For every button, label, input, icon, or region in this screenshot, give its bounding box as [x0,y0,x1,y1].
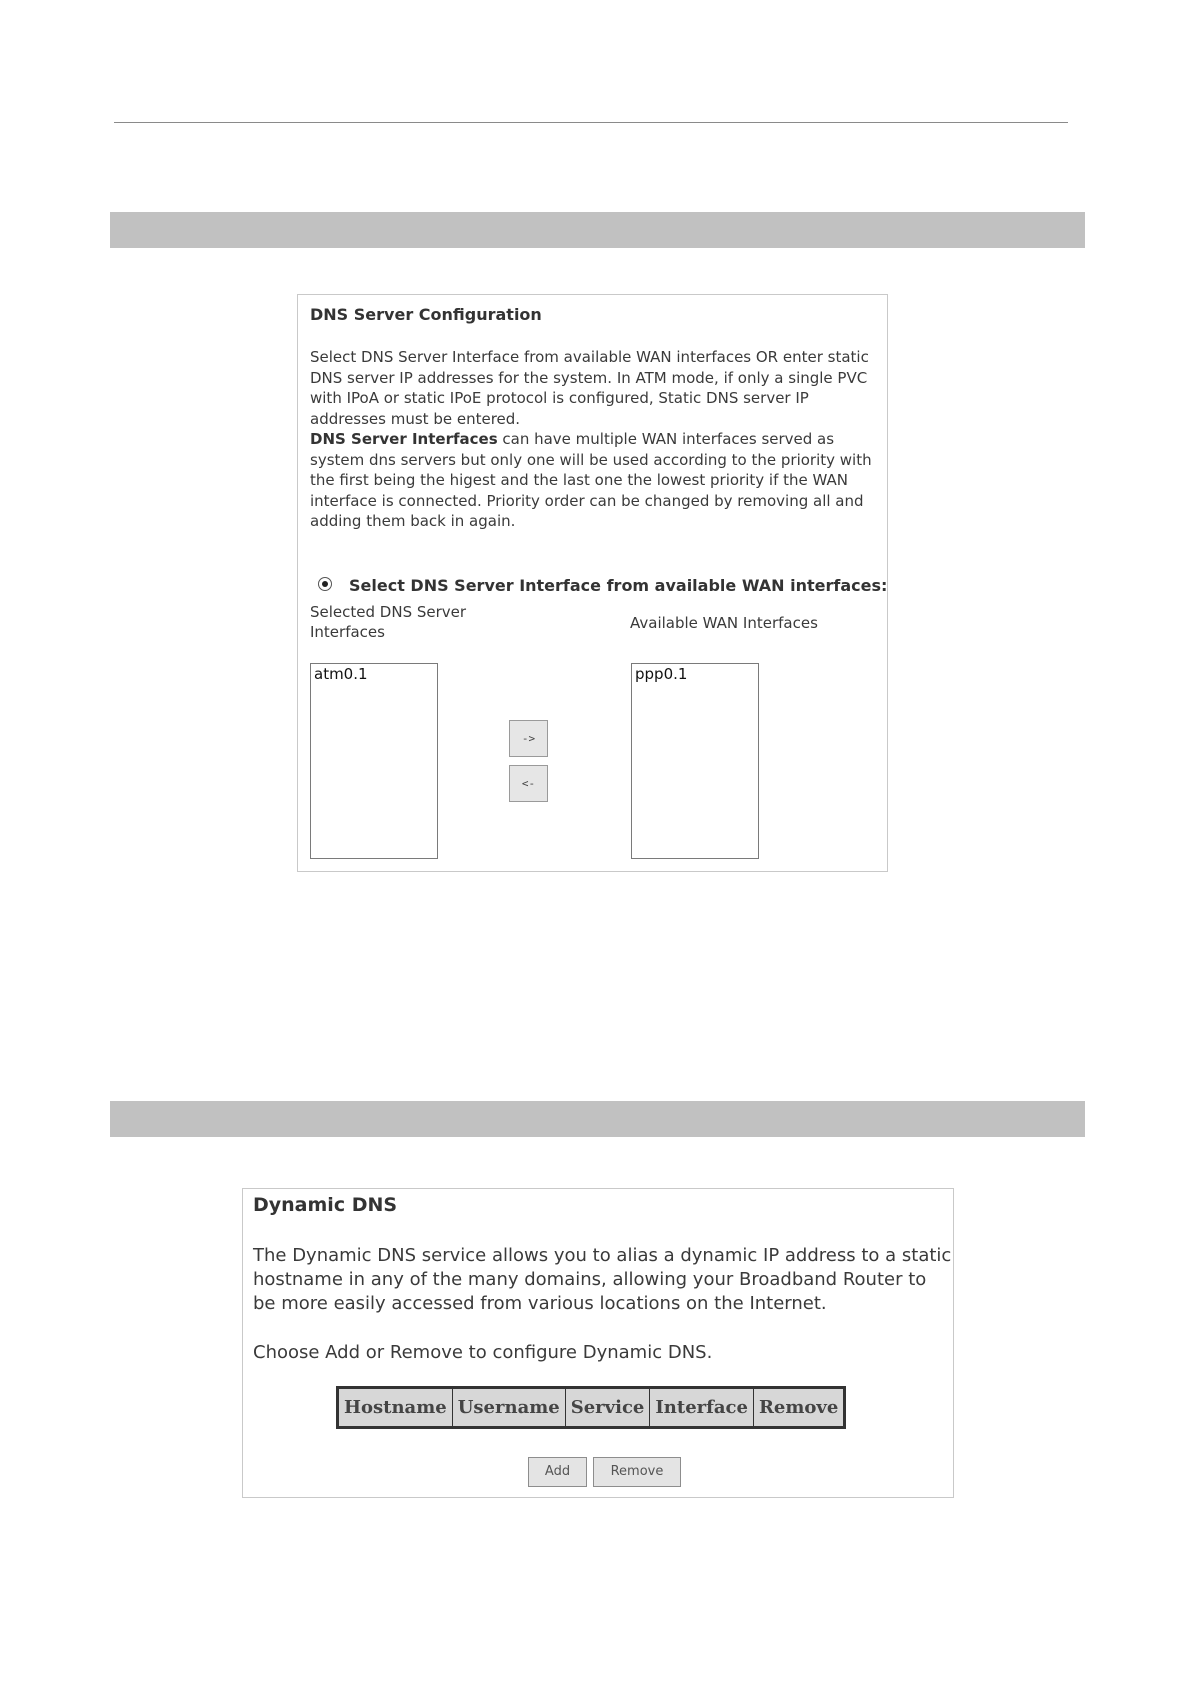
ddns-instructions: Choose Add or Remove to configure Dynamic DNS. [253,1342,713,1363]
dns-interfaces-text: can have multiple WAN interfaces served as system dns servers but only one will be used according to the priority with the first being the higest and the last one the lowest priority if the WAN interface is connected. Priority order can be changed by removing all and adding them back in again. [310,430,872,530]
selected-interfaces-label: Selected DNS Server Interfaces [310,603,467,641]
move-left-button[interactable]: <- [509,765,548,802]
dns-interface-radio[interactable] [318,577,332,591]
panel-title: Dynamic DNS [253,1194,398,1216]
radio-selected-dot [322,581,328,587]
col-hostname: Hostname [339,1389,452,1426]
selected-interfaces-list[interactable] [310,663,438,859]
list-item[interactable]: ppp0.1 [635,665,688,683]
col-service: Service [566,1389,650,1426]
section-bar-dns [110,212,1085,248]
dns-description: Select DNS Server Interface from available WAN interfaces OR enter static DNS server IP addresses for the system. In ATM mode, if only a single PVC with IPoA or static IPoE protocol is configured, Static DNS server IP addresses must be entered. [310,348,869,428]
header-rule [114,122,1068,123]
dns-interfaces-description [310,429,885,532]
available-interfaces-list[interactable] [631,663,759,859]
table-header-row [339,1389,843,1426]
col-interface: Interface [650,1389,753,1426]
dns-interfaces-term: DNS Server Interfaces [310,430,498,448]
section-bar-ddns [110,1101,1085,1137]
dns-server-config-panel [297,294,888,872]
ddns-description: The Dynamic DNS service allows you to alias a dynamic IP address to a static hostname in any of the many domains, allowing your Broadband Router to be more easily accessed from various locations on the Internet. [253,1245,952,1314]
panel-title: DNS Server Configuration [310,305,542,324]
ddns-table [336,1386,846,1429]
remove-button[interactable]: Remove [593,1457,681,1487]
dynamic-dns-panel [242,1188,954,1498]
dns-interface-radio-label[interactable]: Select DNS Server Interface from available WAN interfaces: [349,576,888,595]
add-button[interactable]: Add [528,1457,587,1487]
col-remove: Remove [754,1389,843,1426]
available-interfaces-label: Available WAN Interfaces [630,614,818,632]
list-item[interactable]: atm0.1 [314,665,368,683]
move-right-button[interactable]: -> [509,720,548,757]
col-username: Username [453,1389,565,1426]
